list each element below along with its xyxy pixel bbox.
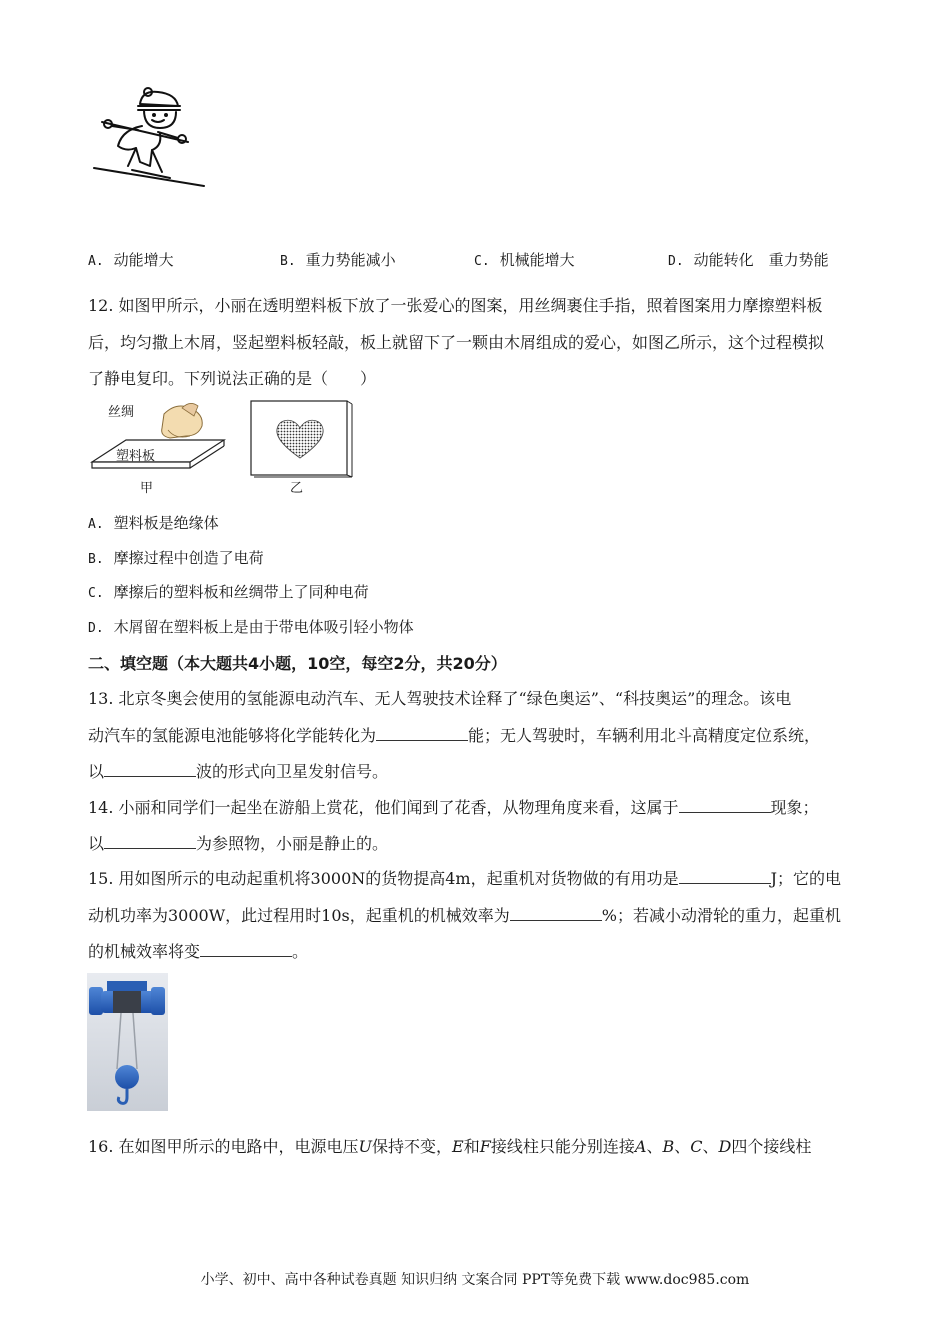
q15-blank-3[interactable] [200,942,292,957]
var-f: F [479,1137,491,1156]
q14-blank-1[interactable] [679,798,771,813]
var-e: E [452,1137,464,1156]
var-u: U [358,1137,373,1156]
q12-option-c[interactable]: C. 摩擦后的塑料板和丝绸带上了同种电荷 [88,583,369,601]
label-yi: 乙 [290,481,304,496]
q12-option-b[interactable]: B. 摩擦过程中创造了电荷 [88,549,264,567]
skier-illustration [92,86,210,192]
q15-line-1: 15. 用如图所示的电动起重机将3000N的货物提高4m，起重机对货物做的有用功是 J；它的电 [88,869,842,888]
var-b: B [662,1137,675,1156]
label-silk: 丝绸 [108,405,135,420]
q12-option-d[interactable]: D. 木屑留在塑料板上是由于带电体吸引轻小物体 [88,618,414,636]
electric-crane-photo [87,973,168,1111]
q14-line-1: 14. 小丽和同学们一起坐在游船上赏花，他们闻到了花香，从物理角度来看，这属于 现象； [88,798,819,817]
q12-line-2: 后，均匀撒上木屑，竖起塑料板轻敲，板上就留下了一颗由木屑组成的爱心，如图乙所示，这个过程模拟 [88,333,825,352]
q13-line-1: 13. 北京冬奥会使用的氢能源电动汽车、无人驾驶技术诠释了“绿色奥运”、“科技奥运”的理念。该电 [88,689,792,708]
q11-option-d[interactable]: D. 动能转化 重力势能 [668,251,829,269]
page-footer: 小学、初中、高中各种试卷真题 知识归纳 文案合同 PPT等免费下载 www.doc985.com [200,1272,750,1288]
q12-line-1: 12. 如图甲所示，小丽在透明塑料板下放了一张爱心的图案，用丝绸裹住手指，照着图案用力摩擦塑料板 [88,296,823,315]
q11-option-c[interactable]: C. 机械能增大 [474,251,575,269]
q14-blank-2[interactable] [104,834,196,849]
q12-option-a[interactable]: A. 塑料板是绝缘体 [88,514,219,532]
q15-line-3: 的机械效率将变 。 [88,942,309,961]
q13-line-2: 动汽车的氢能源电池能够将化学能转化为 能；无人驾驶时，车辆利用北斗高精度定位系统， [88,726,821,745]
var-d: D [718,1137,732,1156]
q12-line-3: 了静电复印。下列说法正确的是（ ） [88,369,377,388]
q11-option-b[interactable]: B. 重力势能减小 [280,251,396,269]
label-jia: 甲 [140,481,154,496]
q13-line-3: 以 波的形式向卫星发射信号。 [88,762,389,781]
q16-line-1: 16. 在如图甲所示的电路中，电源电压U保持不变，E和F接线柱只能分别连接A、B、C、D四个接线柱 [88,1137,812,1156]
q13-blank-2[interactable] [104,762,196,777]
var-a: A [634,1137,647,1156]
q15-line-2: 动机功率为3000W，此过程用时10s，起重机的机械效率为 %；若减小动滑轮的重力，起重机 [88,906,841,925]
q15-blank-2[interactable] [510,906,602,921]
q11-options [88,249,888,269]
q11-option-a[interactable]: A. 动能增大 [88,251,174,269]
q15-blank-1[interactable] [679,869,771,884]
label-plastic-board: 塑料板 [116,449,156,464]
q13-blank-1[interactable] [376,726,468,741]
figure-yi-heart [250,400,354,478]
q14-line-2: 以 为参照物，小丽是静止的。 [88,834,389,853]
section-title-fill-in: 二、填空题（本大题共4小题，10空，每空2分，共20分） [88,654,507,673]
var-c: C [690,1137,703,1156]
